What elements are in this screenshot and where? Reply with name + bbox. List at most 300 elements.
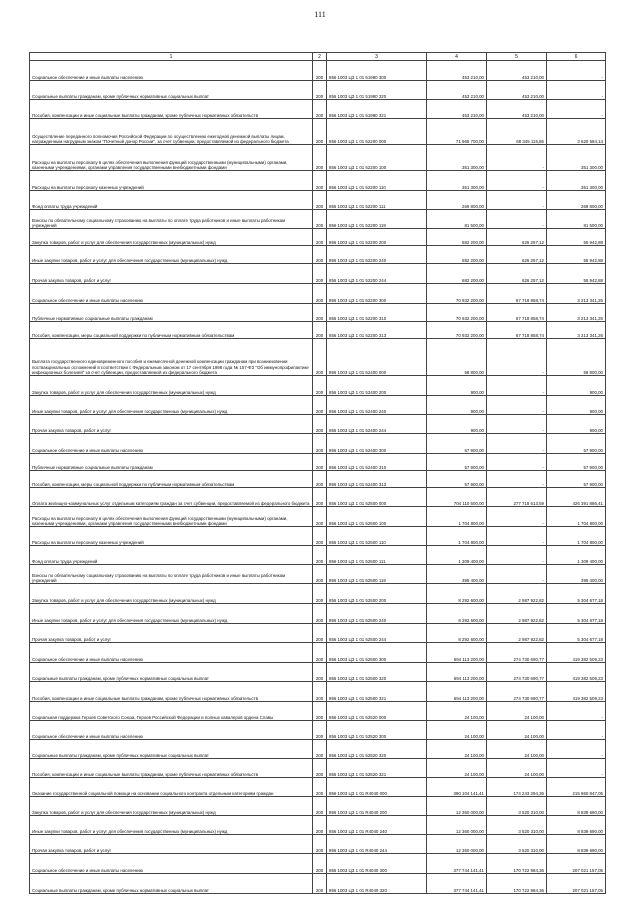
item-name: Пособия, компенсации и иные социальные выплаты гражданам, кроме публичных нормативных обязательств (30, 100, 313, 119)
approved-amount: 395 400,00 (427, 565, 487, 584)
executed-amount: 67 718 858,74 (487, 284, 547, 304)
line-code: 200 (313, 81, 327, 100)
budget-classification-code: 856 1003 ЦЗ 1 01 52200 110 (327, 171, 427, 191)
budget-classification-code: 856 1003 ЦЗ 1 01 52200 200 (327, 229, 427, 246)
unexecuted-amount: 5 304 677,18 (547, 584, 606, 604)
table-row (30, 171, 606, 191)
approved-amount: 70 932 200,00 (427, 284, 487, 304)
unexecuted-amount: 8 839 690,00 (547, 816, 606, 835)
line-code: 200 (313, 284, 327, 304)
executed-amount: 67 718 858,74 (487, 322, 547, 339)
line-code: 200 (313, 874, 327, 894)
line-code: 200 (313, 171, 327, 191)
unexecuted-amount: - (547, 100, 606, 119)
item-name: Прочая закупка товаров, работ и услуг (30, 624, 313, 643)
approved-amount: 12 360 000,00 (427, 835, 487, 854)
table-row (30, 797, 606, 816)
budget-classification-code: 856 1003 ЦЗ 1 01 52500 110 (327, 527, 427, 546)
approved-amount: 351 300,00 (427, 171, 487, 191)
item-name: Социальная поддержка Героев Советского Союза, Героев Российской Федерации и полных кавалеров ордена Славы (30, 702, 313, 721)
unexecuted-amount: - (547, 721, 606, 740)
line-code: 200 (313, 702, 327, 721)
unexecuted-amount: 57 900,00 (547, 434, 606, 454)
table-row (30, 759, 606, 778)
approved-amount: 57 900,00 (427, 471, 487, 488)
table-row (30, 376, 606, 396)
table-row (30, 854, 606, 874)
line-code: 200 (313, 778, 327, 797)
column-header: 3 (327, 53, 427, 61)
budget-classification-code: 856 1003 ЦЗ 1 01 52200 111 (327, 191, 427, 210)
table-row (30, 396, 606, 415)
item-name: Публичные нормативные социальные выплаты гражданам (30, 304, 313, 322)
unexecuted-amount: - (547, 740, 606, 759)
unexecuted-amount: 426 391 886,41 (547, 488, 606, 507)
unexecuted-amount: 57 900,00 (547, 471, 606, 488)
unexecuted-amount: 3 620 584,14 (547, 119, 606, 145)
approved-amount: 24 100,00 (427, 759, 487, 778)
line-code: 200 (313, 434, 327, 454)
approved-amount: 682 200,00 (427, 229, 487, 246)
column-header: 5 (487, 53, 547, 61)
approved-amount: 70 932 200,00 (427, 322, 487, 339)
executed-amount: 170 722 984,36 (487, 874, 547, 894)
approved-amount: 12 360 000,00 (427, 797, 487, 816)
budget-classification-code: 856 1003 ЦЗ 1 01 52500 321 (327, 682, 427, 702)
line-code: 200 (313, 759, 327, 778)
executed-amount: 24 100,00 (487, 721, 547, 740)
column-header: 1 (30, 53, 313, 61)
line-code: 200 (313, 264, 327, 284)
item-name: Социальное обеспечение и иные выплаты населению (30, 61, 313, 81)
line-code: 200 (313, 854, 327, 874)
table-row (30, 322, 606, 339)
budget-classification-code: 856 1003 ЦЗ 1 01 52520 300 (327, 721, 427, 740)
approved-amount: 1 704 800,00 (427, 507, 487, 527)
budget-classification-code: 856 1003 ЦЗ 1 01 52200 240 (327, 246, 427, 264)
line-code: 200 (313, 797, 327, 816)
approved-amount: 453 210,00 (427, 61, 487, 81)
item-name: Закупка товаров, работ и услуг для обеспечения государственных (муниципальных) нужд (30, 376, 313, 396)
item-name: Прочая закупка товаров, работ и услуг (30, 264, 313, 284)
unexecuted-amount: - (547, 61, 606, 81)
table-row (30, 100, 606, 119)
unexecuted-amount: 900,00 (547, 396, 606, 415)
table-row (30, 471, 606, 488)
table-row (30, 246, 606, 264)
approved-amount: 682 200,00 (427, 246, 487, 264)
table-row (30, 874, 606, 894)
executed-amount: 626 257,12 (487, 264, 547, 284)
budget-classification-code: 856 1003 ЦЗ 1 01 52500 240 (327, 604, 427, 624)
unexecuted-amount: 351 300,00 (547, 145, 606, 171)
approved-amount: 8 292 600,00 (427, 584, 487, 604)
budget-classification-code: 856 1003 ЦЗ 1 01 52400 300 (327, 434, 427, 454)
executed-amount: - (487, 210, 547, 229)
approved-amount: 390 104 141,41 (427, 778, 487, 797)
unexecuted-amount: 207 021 157,05 (547, 874, 606, 894)
approved-amount: 269 800,00 (427, 191, 487, 210)
budget-report-table (29, 52, 606, 894)
executed-amount: - (487, 415, 547, 434)
unexecuted-amount: 55 942,88 (547, 264, 606, 284)
line-code: 200 (313, 415, 327, 434)
unexecuted-amount: 207 021 157,05 (547, 854, 606, 874)
unexecuted-amount: 419 382 509,23 (547, 682, 606, 702)
budget-classification-code: 856 1003 ЦЗ 1 01 R4040 000 (327, 778, 427, 797)
item-name: Пособия, компенсации и иные социальные выплаты гражданам, кроме публичных нормативных обязательств (30, 759, 313, 778)
approved-amount: 682 200,00 (427, 264, 487, 284)
approved-amount: 900,00 (427, 396, 487, 415)
table-row (30, 604, 606, 624)
item-name: Социальные выплаты гражданам, кроме публичных нормативных социальных выплат (30, 81, 313, 100)
table-row (30, 454, 606, 471)
item-name: Взносы по обязательному социальному страхованию на выплаты по оплате труда работников и иные выплаты работникам учреждений (30, 210, 313, 229)
executed-amount: 3 520 310,00 (487, 816, 547, 835)
table-row (30, 816, 606, 835)
unexecuted-amount: 419 382 509,23 (547, 643, 606, 663)
line-code: 200 (313, 565, 327, 584)
executed-amount: - (487, 145, 547, 171)
budget-classification-code: 856 1003 ЦЗ 1 01 52400 244 (327, 415, 427, 434)
executed-amount: - (487, 471, 547, 488)
line-code: 200 (313, 145, 327, 171)
executed-amount: - (487, 434, 547, 454)
unexecuted-amount: - (547, 702, 606, 721)
unexecuted-amount: 8 839 690,00 (547, 835, 606, 854)
item-name: Фонд оплаты труда учреждений (30, 191, 313, 210)
item-name: Иные закупки товаров, работ и услуг для обеспечения государственных (муниципальных) нужд (30, 396, 313, 415)
table-row (30, 643, 606, 663)
line-code: 200 (313, 816, 327, 835)
table-row (30, 488, 606, 507)
item-name: Осуществление переданного полномочия Российской Федерации по осуществлению ежегодной денежной выплаты лицам, награжденным нагрудным знаком "Почетный донор России", за счет субвенции, предоставляемой из федерального бюджета (30, 119, 313, 145)
item-name: Иные закупки товаров, работ и услуг для обеспечения государственных (муниципальных) нужд (30, 246, 313, 264)
line-code: 200 (313, 682, 327, 702)
item-name: Оплата жилищно-коммунальных услуг отдельным категориям граждан за счет субвенции, предоставляемой из федерального бюджета (30, 488, 313, 507)
table-row (30, 119, 606, 145)
table-row (30, 191, 606, 210)
unexecuted-amount: 1 704 800,00 (547, 527, 606, 546)
line-code: 200 (313, 507, 327, 527)
executed-amount: - (487, 565, 547, 584)
budget-classification-code: 856 1003 ЦЗ 1 01 R4040 240 (327, 816, 427, 835)
item-name: Закупка товаров, работ и услуг для обеспечения государственных (муниципальных) нужд (30, 797, 313, 816)
line-code: 200 (313, 643, 327, 663)
item-name: Иные закупки товаров, работ и услуг для обеспечения государственных (муниципальных) нужд (30, 816, 313, 835)
unexecuted-amount: 395 400,00 (547, 565, 606, 584)
unexecuted-amount: 3 213 341,26 (547, 322, 606, 339)
line-code: 200 (313, 721, 327, 740)
table-row (30, 61, 606, 81)
line-code: 200 (313, 835, 327, 854)
unexecuted-amount: 3 213 341,26 (547, 304, 606, 322)
item-name: Фонд оплаты труда учреждений (30, 546, 313, 565)
table-row (30, 81, 606, 100)
executed-amount: - (487, 339, 547, 376)
item-name: Расходы на выплаты персоналу казенных учреждений (30, 527, 313, 546)
approved-amount: 453 210,00 (427, 81, 487, 100)
executed-amount: - (487, 507, 547, 527)
unexecuted-amount: 1 704 800,00 (547, 507, 606, 527)
approved-amount: 351 300,00 (427, 145, 487, 171)
line-code: 200 (313, 454, 327, 471)
unexecuted-amount: 269 800,00 (547, 191, 606, 210)
table-row (30, 210, 606, 229)
line-code: 200 (313, 396, 327, 415)
executed-amount: 3 520 310,00 (487, 797, 547, 816)
approved-amount: 24 100,00 (427, 702, 487, 721)
budget-classification-code: 856 1003 ЦЗ 1 01 51980 300 (327, 61, 427, 81)
line-code: 200 (313, 546, 327, 565)
line-code: 200 (313, 376, 327, 396)
table-row (30, 624, 606, 643)
line-code: 200 (313, 740, 327, 759)
unexecuted-amount: 3 213 341,26 (547, 284, 606, 304)
unexecuted-amount: 81 500,00 (547, 210, 606, 229)
budget-classification-code: 856 1003 ЦЗ 1 01 52200 000 (327, 119, 427, 145)
line-code: 200 (313, 339, 327, 376)
table-row (30, 145, 606, 171)
budget-classification-code: 856 1003 ЦЗ 1 01 52520 321 (327, 759, 427, 778)
approved-amount: 58 800,00 (427, 339, 487, 376)
budget-classification-code: 856 1003 ЦЗ 1 01 52400 000 (327, 339, 427, 376)
unexecuted-amount: 8 839 690,00 (547, 797, 606, 816)
approved-amount: 57 900,00 (427, 434, 487, 454)
item-name: Иные закупки товаров, работ и услуг для обеспечения государственных (муниципальных) нужд (30, 604, 313, 624)
line-code: 200 (313, 663, 327, 682)
approved-amount: 24 100,00 (427, 740, 487, 759)
budget-classification-code: 856 1003 ЦЗ 1 01 52500 300 (327, 643, 427, 663)
item-name: Прочая закупка товаров, работ и услуг (30, 835, 313, 854)
approved-amount: 694 113 200,00 (427, 643, 487, 663)
unexecuted-amount: 58 800,00 (547, 339, 606, 376)
approved-amount: 900,00 (427, 376, 487, 396)
line-code: 200 (313, 584, 327, 604)
line-code: 200 (313, 322, 327, 339)
table-row (30, 434, 606, 454)
column-header: 2 (313, 53, 327, 61)
line-code: 200 (313, 191, 327, 210)
item-name: Социальные выплаты гражданам, кроме публичных нормативных социальных выплат (30, 663, 313, 682)
budget-classification-code: 856 1003 ЦЗ 1 01 52500 000 (327, 488, 427, 507)
approved-amount: 704 110 500,00 (427, 488, 487, 507)
budget-classification-code: 856 1003 ЦЗ 1 01 R4040 320 (327, 874, 427, 894)
item-name: Выплата государственного единовременного пособия и ежемесячной денежной компенсации гражданам при возникновении поствакцинальных осложнений в соответствии с Федеральным законом от 17 сентября 1998 года № 157-ФЗ "Об иммунопрофилактике инфекционных болезней" за счет субвенции, предоставляемой из федерального бюджета (30, 339, 313, 376)
table-row (30, 304, 606, 322)
item-name: Социальное обеспечение и иные выплаты населению (30, 284, 313, 304)
line-code: 200 (313, 488, 327, 507)
budget-classification-code: 856 1003 ЦЗ 1 01 52520 320 (327, 740, 427, 759)
budget-classification-code: 856 1003 ЦЗ 1 01 52500 119 (327, 565, 427, 584)
budget-classification-code: 856 1003 ЦЗ 1 01 52400 310 (327, 454, 427, 471)
approved-amount: 24 100,00 (427, 721, 487, 740)
budget-classification-code: 856 1003 ЦЗ 1 01 52200 300 (327, 284, 427, 304)
executed-amount: 274 730 690,77 (487, 663, 547, 682)
unexecuted-amount: 55 942,88 (547, 246, 606, 264)
budget-classification-code: 856 1003 ЦЗ 1 01 R4040 200 (327, 797, 427, 816)
executed-amount: 24 100,00 (487, 759, 547, 778)
approved-amount: 453 210,00 (427, 100, 487, 119)
executed-amount: 453 210,00 (487, 61, 547, 81)
item-name: Расходы на выплаты персоналу в целях обеспечения выполнения функций государственными (муниципальными) органами, казенными учреждениями, органами управления государственными внебюджетными фондами (30, 145, 313, 171)
executed-amount: 2 987 922,82 (487, 604, 547, 624)
budget-classification-code: 856 1003 ЦЗ 1 01 52500 100 (327, 507, 427, 527)
approved-amount: 71 965 700,00 (427, 119, 487, 145)
table-row (30, 663, 606, 682)
unexecuted-amount: 1 309 400,00 (547, 546, 606, 565)
item-name: Социальные выплаты гражданам, кроме публичных нормативных социальных выплат (30, 740, 313, 759)
budget-classification-code: 856 1003 ЦЗ 1 01 52500 244 (327, 624, 427, 643)
item-name: Закупка товаров, работ и услуг для обеспечения государственных (муниципальных) нужд (30, 584, 313, 604)
budget-classification-code: 856 1003 ЦЗ 1 01 52400 200 (327, 376, 427, 396)
line-code: 200 (313, 229, 327, 246)
approved-amount: 1 704 800,00 (427, 527, 487, 546)
unexecuted-amount: 419 382 509,23 (547, 663, 606, 682)
unexecuted-amount: 351 300,00 (547, 171, 606, 191)
line-code: 200 (313, 604, 327, 624)
executed-amount: 170 722 984,36 (487, 854, 547, 874)
table-row (30, 507, 606, 527)
item-name: Социальные выплаты гражданам, кроме публичных нормативных социальных выплат (30, 874, 313, 894)
executed-amount: 453 210,00 (487, 100, 547, 119)
table-row (30, 740, 606, 759)
line-code: 200 (313, 624, 327, 643)
budget-classification-code: 856 1003 ЦЗ 1 01 52200 119 (327, 210, 427, 229)
item-name: Публичные нормативные социальные выплаты гражданам (30, 454, 313, 471)
approved-amount: 694 113 200,00 (427, 682, 487, 702)
executed-amount: 274 730 690,77 (487, 682, 547, 702)
unexecuted-amount: 55 942,88 (547, 229, 606, 246)
line-code: 200 (313, 100, 327, 119)
table-row (30, 835, 606, 854)
item-name: Расходы на выплаты персоналу в целях обеспечения выполнения функций государственными (муниципальными) органами, казенными учреждениями, органами управления государственными внебюджетными фондами (30, 507, 313, 527)
column-header: 6 (547, 53, 606, 61)
item-name: Пособия, компенсации, меры социальной поддержки по публичным нормативным обязательствам (30, 322, 313, 339)
executed-amount: 2 987 922,82 (487, 584, 547, 604)
table-row (30, 778, 606, 797)
unexecuted-amount: 900,00 (547, 415, 606, 434)
budget-classification-code: 856 1003 ЦЗ 1 01 R4040 244 (327, 835, 427, 854)
budget-classification-code: 856 1003 ЦЗ 1 01 52200 100 (327, 145, 427, 171)
unexecuted-amount: 5 304 677,18 (547, 624, 606, 643)
line-code: 200 (313, 471, 327, 488)
item-name: Расходы на выплаты персоналу казенных учреждений (30, 171, 313, 191)
table-row (30, 527, 606, 546)
approved-amount: 8 292 600,00 (427, 604, 487, 624)
executed-amount: 67 718 858,74 (487, 304, 547, 322)
executed-amount: - (487, 191, 547, 210)
table-row (30, 546, 606, 565)
executed-amount: 3 520 310,00 (487, 835, 547, 854)
table-row (30, 702, 606, 721)
item-name: Пособия, компенсации и иные социальные выплаты гражданам, кроме публичных нормативных обязательств (30, 682, 313, 702)
executed-amount: 2 987 922,82 (487, 624, 547, 643)
item-name: Прочая закупка товаров, работ и услуг (30, 415, 313, 434)
approved-amount: 8 292 600,00 (427, 624, 487, 643)
item-name: Закупка товаров, работ и услуг для обеспечения государственных (муниципальных) нужд (30, 229, 313, 246)
unexecuted-amount: 215 860 847,05 (547, 778, 606, 797)
column-header: 4 (427, 53, 487, 61)
unexecuted-amount: 900,00 (547, 376, 606, 396)
item-name: Социальное обеспечение и иные выплаты населению (30, 434, 313, 454)
budget-classification-code: 856 1003 ЦЗ 1 01 52500 200 (327, 584, 427, 604)
executed-amount: - (487, 376, 547, 396)
approved-amount: 1 309 400,00 (427, 546, 487, 565)
line-code: 200 (313, 119, 327, 145)
approved-amount: 57 900,00 (427, 454, 487, 471)
column-number-header-row (30, 53, 606, 61)
executed-amount: 24 100,00 (487, 702, 547, 721)
unexecuted-amount: - (547, 81, 606, 100)
line-code: 200 (313, 246, 327, 264)
budget-classification-code: 856 1003 ЦЗ 1 01 52200 310 (327, 304, 427, 322)
budget-classification-code: 856 1003 ЦЗ 1 01 52500 111 (327, 546, 427, 565)
executed-amount: - (487, 546, 547, 565)
approved-amount: 377 744 141,41 (427, 874, 487, 894)
budget-classification-code: 856 1003 ЦЗ 1 01 52200 244 (327, 264, 427, 284)
budget-classification-code: 856 1003 ЦЗ 1 01 R4040 300 (327, 854, 427, 874)
executed-amount: 626 257,12 (487, 229, 547, 246)
item-name: Социальное обеспечение и иные выплаты населению (30, 721, 313, 740)
line-code: 200 (313, 61, 327, 81)
executed-amount: - (487, 454, 547, 471)
page-number: 111 (314, 10, 326, 19)
executed-amount: - (487, 527, 547, 546)
item-name: Пособия, компенсации, меры социальной поддержки по публичным нормативным обязательствам (30, 471, 313, 488)
line-code: 200 (313, 527, 327, 546)
budget-classification-code: 856 1003 ЦЗ 1 01 51980 320 (327, 81, 427, 100)
table-row (30, 682, 606, 702)
approved-amount: 12 360 000,00 (427, 816, 487, 835)
executed-amount: - (487, 396, 547, 415)
executed-amount: 453 210,00 (487, 81, 547, 100)
executed-amount: 68 345 115,86 (487, 119, 547, 145)
item-name: Социальное обеспечение и иные выплаты населению (30, 854, 313, 874)
table-row (30, 721, 606, 740)
item-name: Социальное обеспечение и иные выплаты населению (30, 643, 313, 663)
executed-amount: 274 730 690,77 (487, 643, 547, 663)
approved-amount: 81 500,00 (427, 210, 487, 229)
unexecuted-amount: - (547, 759, 606, 778)
budget-classification-code: 856 1003 ЦЗ 1 01 52200 313 (327, 322, 427, 339)
table-row (30, 264, 606, 284)
unexecuted-amount: 57 900,00 (547, 454, 606, 471)
table-row (30, 229, 606, 246)
executed-amount: 277 718 613,59 (487, 488, 547, 507)
approved-amount: 70 932 200,00 (427, 304, 487, 322)
table-row (30, 565, 606, 584)
budget-classification-code: 856 1003 ЦЗ 1 01 52400 240 (327, 396, 427, 415)
table-row (30, 415, 606, 434)
executed-amount: 626 257,12 (487, 246, 547, 264)
budget-classification-code: 856 1003 ЦЗ 1 01 52520 000 (327, 702, 427, 721)
line-code: 200 (313, 304, 327, 322)
item-name: Оказание государственной социальной помощи на основании социального контракта отдельным категориям граждан (30, 778, 313, 797)
item-name: Взносы по обязательному социальному страхованию на выплаты по оплате труда работников и иные выплаты работникам учреждений (30, 565, 313, 584)
budget-classification-code: 856 1003 ЦЗ 1 01 52400 313 (327, 471, 427, 488)
table-row (30, 284, 606, 304)
line-code: 200 (313, 210, 327, 229)
approved-amount: 900,00 (427, 415, 487, 434)
table-row (30, 584, 606, 604)
table-row (30, 339, 606, 376)
approved-amount: 377 744 141,41 (427, 854, 487, 874)
budget-classification-code: 856 1003 ЦЗ 1 01 51980 321 (327, 100, 427, 119)
unexecuted-amount: 5 304 677,18 (547, 604, 606, 624)
executed-amount: 24 100,00 (487, 740, 547, 759)
budget-classification-code: 856 1003 ЦЗ 1 01 52500 320 (327, 663, 427, 682)
